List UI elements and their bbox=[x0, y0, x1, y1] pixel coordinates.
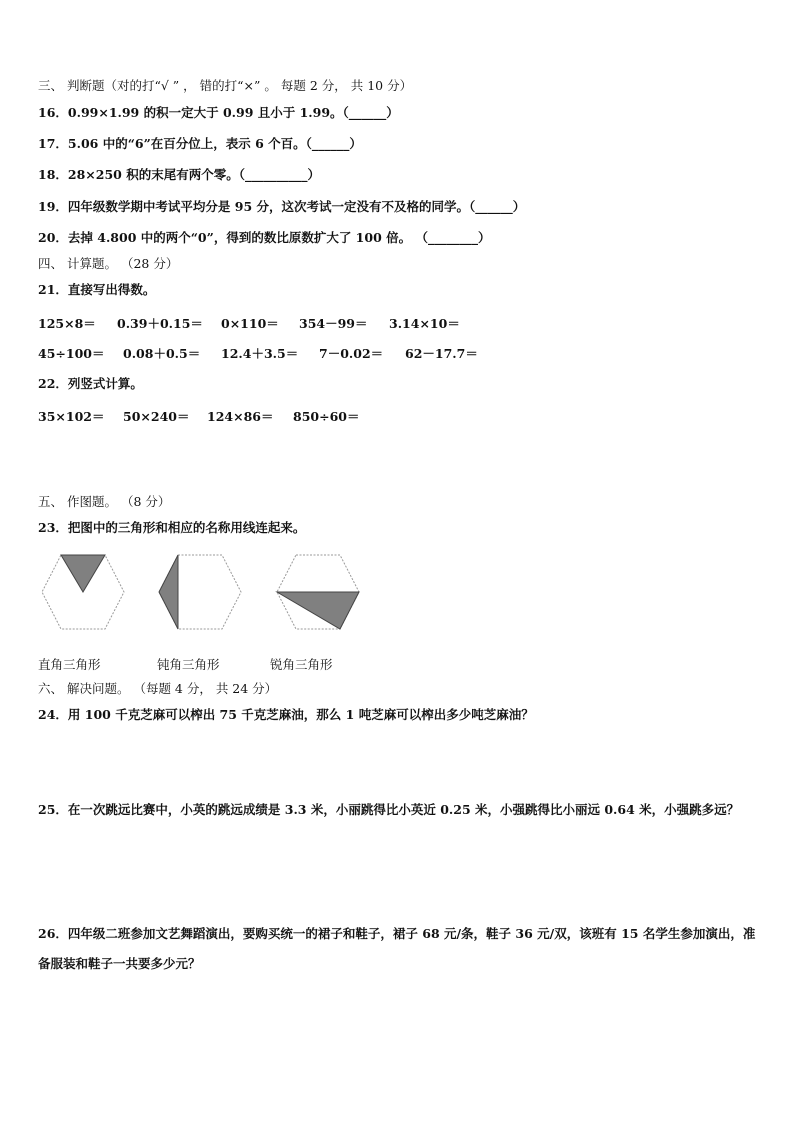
calc-item: 0.08＋0.5＝ bbox=[123, 346, 201, 361]
section-4-heading: 四、 计算题。 （28 分） bbox=[38, 256, 179, 271]
hexagon-figure-3 bbox=[275, 553, 361, 631]
calc-item: 50×240＝ bbox=[123, 409, 190, 424]
calc-item: 0×110＝ bbox=[221, 316, 279, 331]
question-19: 19．四年级数学期中考试平均分是 95 分，这次考试一定没有不及格的同学。（______） bbox=[38, 199, 526, 214]
hexagon-figure-2 bbox=[157, 553, 243, 631]
calc-item: 12.4＋3.5＝ bbox=[221, 346, 299, 361]
calc-item: 124×86＝ bbox=[207, 409, 274, 424]
question-23: 23．把图中的三角形和相应的名称用线连起来。 bbox=[38, 520, 306, 535]
question-25: 25．在一次跳远比赛中，小英的跳远成绩是 3.3 米，小丽跳得比小英近 0.25 米，小强跳得比小丽远 0.64 米，小强跳多远？ bbox=[38, 802, 740, 817]
question-17: 17．5.06 中的“6”在百分位上，表示 6 个百。（______） bbox=[38, 136, 362, 151]
question-26: 26．四年级二班参加文艺舞蹈演出，要购买统一的裙子和鞋子，裙子 68 元/条，鞋子 36 元/双，该班有 15 名学生参加演出，准备服装和鞋子一共要多少元？ bbox=[38, 926, 756, 971]
section-5-heading: 五、 作图题。 （8 分） bbox=[38, 494, 171, 509]
calc-item: 35×102＝ bbox=[38, 409, 105, 424]
question-20: 20．去掉 4.800 中的两个“0”，得到的数比原数扩大了 100 倍。 （________） bbox=[38, 230, 491, 245]
question-18: 18．28×250 积的末尾有两个零。（__________） bbox=[38, 167, 320, 182]
hexagon-figure-1 bbox=[40, 553, 126, 631]
calc-item: 3.14×10＝ bbox=[389, 316, 460, 331]
calc-item: 0.39＋0.15＝ bbox=[117, 316, 203, 331]
label-acute-triangle: 锐角三角形 bbox=[270, 657, 333, 672]
question-21: 21．直接写出得数。 bbox=[38, 282, 156, 297]
question-22: 22．列竖式计算。 bbox=[38, 376, 143, 391]
calc-item: 45÷100＝ bbox=[38, 346, 105, 361]
calc-item: 62－17.7＝ bbox=[405, 346, 478, 361]
calc-item: 354－99＝ bbox=[299, 316, 368, 331]
section-3-heading: 三、 判断题（对的打“√ ” ， 错的打“×” 。 每题 2 分， 共 10 分） bbox=[38, 78, 413, 93]
question-16: 16．0.99×1.99 的积一定大于 0.99 且小于 1.99。（______） bbox=[38, 105, 399, 120]
calc-item: 125×8＝ bbox=[38, 316, 96, 331]
label-right-triangle: 直角三角形 bbox=[38, 657, 101, 672]
question-24: 24．用 100 千克芝麻可以榨出 75 千克芝麻油，那么 1 吨芝麻可以榨出多少吨芝麻油？ bbox=[38, 707, 534, 722]
calc-item: 850÷60＝ bbox=[293, 409, 360, 424]
section-6-heading: 六、 解决问题。 （每题 4 分， 共 24 分） bbox=[38, 681, 278, 696]
label-obtuse-triangle: 钝角三角形 bbox=[157, 657, 220, 672]
calc-item: 7－0.02＝ bbox=[319, 346, 384, 361]
